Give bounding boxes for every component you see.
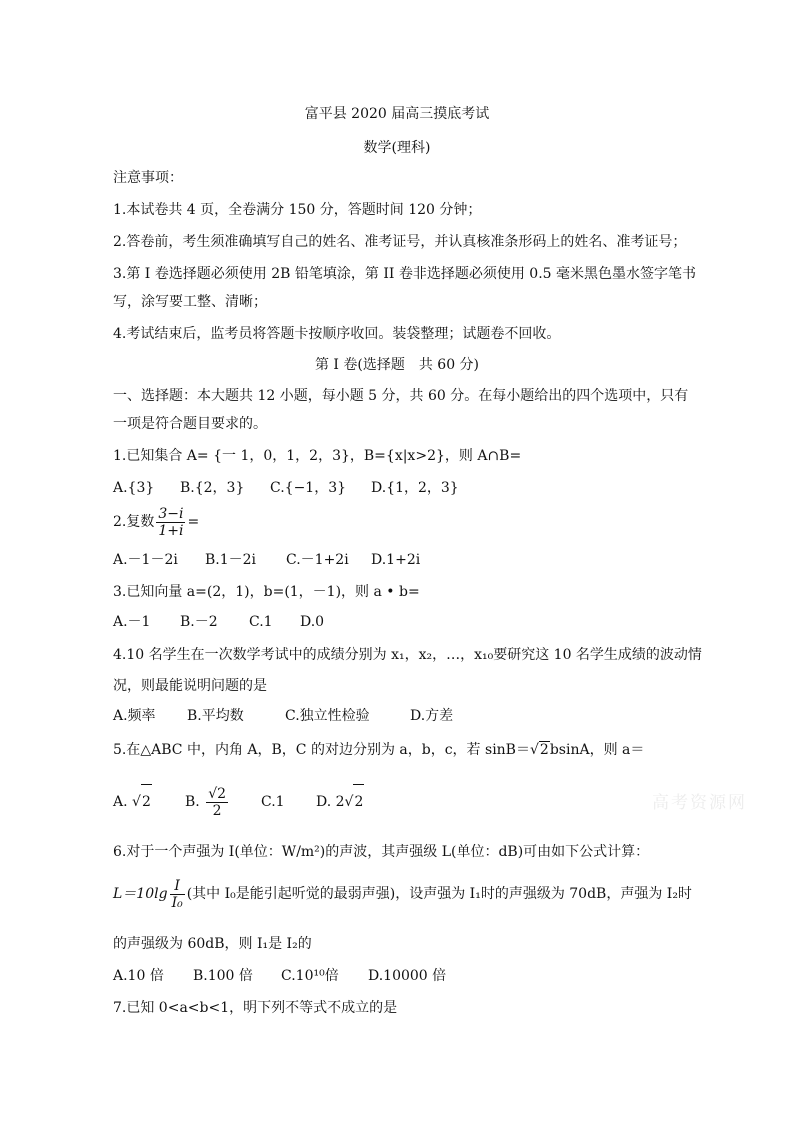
q3-stem: 3.已知向量 a=(2，1)，b=(1，－1)，则 a • b=: [113, 584, 420, 600]
q2-fraction: [156, 506, 185, 539]
q6-formula-lhs: L＝10lg: [113, 886, 168, 902]
q3-option-a: A.－1: [113, 614, 151, 630]
q2-option-a: A.－1－2i: [113, 552, 178, 568]
q5-option-c: C.1: [261, 794, 285, 810]
q7-stem: 7.已知 0<a<b<1，明下列不等式不成立的是: [113, 1000, 398, 1016]
q4-option-d: D.方差: [410, 708, 454, 724]
q2-fraction-denominator: 1+i: [158, 522, 184, 539]
section-intro-line1: 一、选择题：本大题共 12 小题，每小题 5 分，共 60 分。在每小题给出的四个选项中，只有: [113, 388, 689, 404]
notice-item-1: 1.本试卷共 4 页，全卷满分 150 分，答题时间 120 分钟；: [113, 202, 482, 218]
q6-stem-line1: 6.对于一个声强为 I(单位：W/m²)的声波，其声强级 L(单位：dB)可由如下公式计算：: [113, 844, 650, 860]
q5-options: [113, 784, 713, 824]
q1-option-d: D.{1，2，3}: [371, 480, 459, 496]
q2-options: [113, 550, 713, 570]
exam-title: 富平县 2020 届高三摸底考试: [304, 106, 490, 122]
q5-option-d: D. 2√2: [316, 784, 364, 819]
q5-option-a-sqrt: √2: [132, 784, 152, 819]
q5-stem-prefix: 5.在△ABC 中，内角 A，B，C 的对边分别为 a，b，c，若 sinB＝: [113, 742, 530, 758]
q5-option-d-sqrt: √2: [345, 784, 365, 819]
q6-option-d: D.10000 倍: [368, 968, 447, 984]
q4-option-a: A.频率: [113, 708, 156, 724]
q2-option-c: C.－1+2i: [286, 552, 349, 568]
notice-item-4: 4.考试结束后，监考员将答题卡按顺序收回。装袋整理；试题卷不回收。: [113, 326, 561, 342]
notice-item-3: 3.第 I 卷选择题必须使用 2B 铅笔填涂，第 II 卷非选择题必须使用 0.5 毫米黑色墨水签字笔书: [113, 266, 697, 282]
q6-stem-line2-rest: (其中 I₀是能引起听觉的最弱声强)，设声强为 I₁时的声强级为 70dB，声强为 I₂时: [186, 886, 692, 902]
q4-stem-line2: 况，则最能说明问题的是: [113, 678, 267, 694]
q1-stem: 1.已知集合 A= {一 1，0，1，2，3}，B={x|x>2}，则 A∩B=: [113, 448, 522, 464]
q3-option-d: D.0: [300, 614, 325, 630]
q6-stem-line3: 的声强级为 60dB，则 I₁是 I₂的: [113, 936, 312, 952]
q2-option-d: D.1+2i: [371, 552, 421, 568]
q2-stem-suffix: =: [187, 514, 200, 530]
q5-stem-sqrt: √2: [529, 742, 549, 758]
q1-option-c: C.{−1，3}: [270, 480, 347, 496]
q1-option-b: B.{2，3}: [180, 480, 245, 496]
section-intro-line2: 一项是符合题目要求的。: [113, 416, 267, 432]
notice-item-2: 2.答卷前，考生须准确填写自己的姓名、准考证号，并认真核准条形码上的姓名、准考证号；: [113, 234, 687, 250]
q5-stem-suffix: bsinA，则 a＝: [549, 742, 645, 758]
subject-title: 数学(理科): [363, 140, 431, 156]
q6-option-b: B.100 倍: [193, 968, 253, 984]
q6-formula-fraction: [170, 878, 185, 911]
q5-option-b-fraction: $\frac{√2}{2}$: [208, 785, 227, 819]
q4-option-b: B.平均数: [187, 708, 244, 724]
q5-option-b: B. $\frac{√2}{2}$: [185, 785, 227, 819]
watermark: 高考资源网: [652, 793, 747, 813]
q6-stem-line2: [113, 874, 713, 916]
q2-stem: [113, 505, 713, 541]
notice-heading: 注意事项：: [113, 170, 183, 186]
q3-option-c: C.1: [249, 614, 273, 630]
q4-stem-line1: 4.10 名学生在一次数学考试中的成绩分别为 x₁，x₂，…，x₁₀要研究这 10 名学生成绩的波动情: [113, 647, 702, 663]
q5-option-a: A. √2: [113, 784, 185, 819]
notice-item-3-cont: 写，涂写要工整、清晰；: [113, 294, 267, 310]
q4-option-c: C.独立性检验: [285, 708, 370, 724]
q6-options: [113, 966, 713, 986]
q6-option-a: A.10 倍: [113, 968, 164, 984]
q6-formula-denominator: I₀: [171, 894, 183, 911]
q5-stem: [113, 740, 713, 760]
q4-options: [113, 706, 713, 726]
section-title: 第 I 卷(选择题 共 60 分): [314, 357, 480, 373]
q2-option-b: B.1－2i: [205, 552, 257, 568]
q2-stem-prefix: 2.复数: [113, 514, 155, 530]
q6-formula-numerator: I: [170, 878, 185, 895]
q1-option-a: A.{3}: [113, 480, 155, 496]
q3-options: [113, 612, 713, 632]
q6-option-c: C.10¹⁰倍: [281, 968, 339, 984]
q1-options: [113, 478, 713, 498]
q3-option-b: B.－2: [180, 614, 218, 630]
q2-fraction-numerator: 3−i: [158, 505, 184, 522]
